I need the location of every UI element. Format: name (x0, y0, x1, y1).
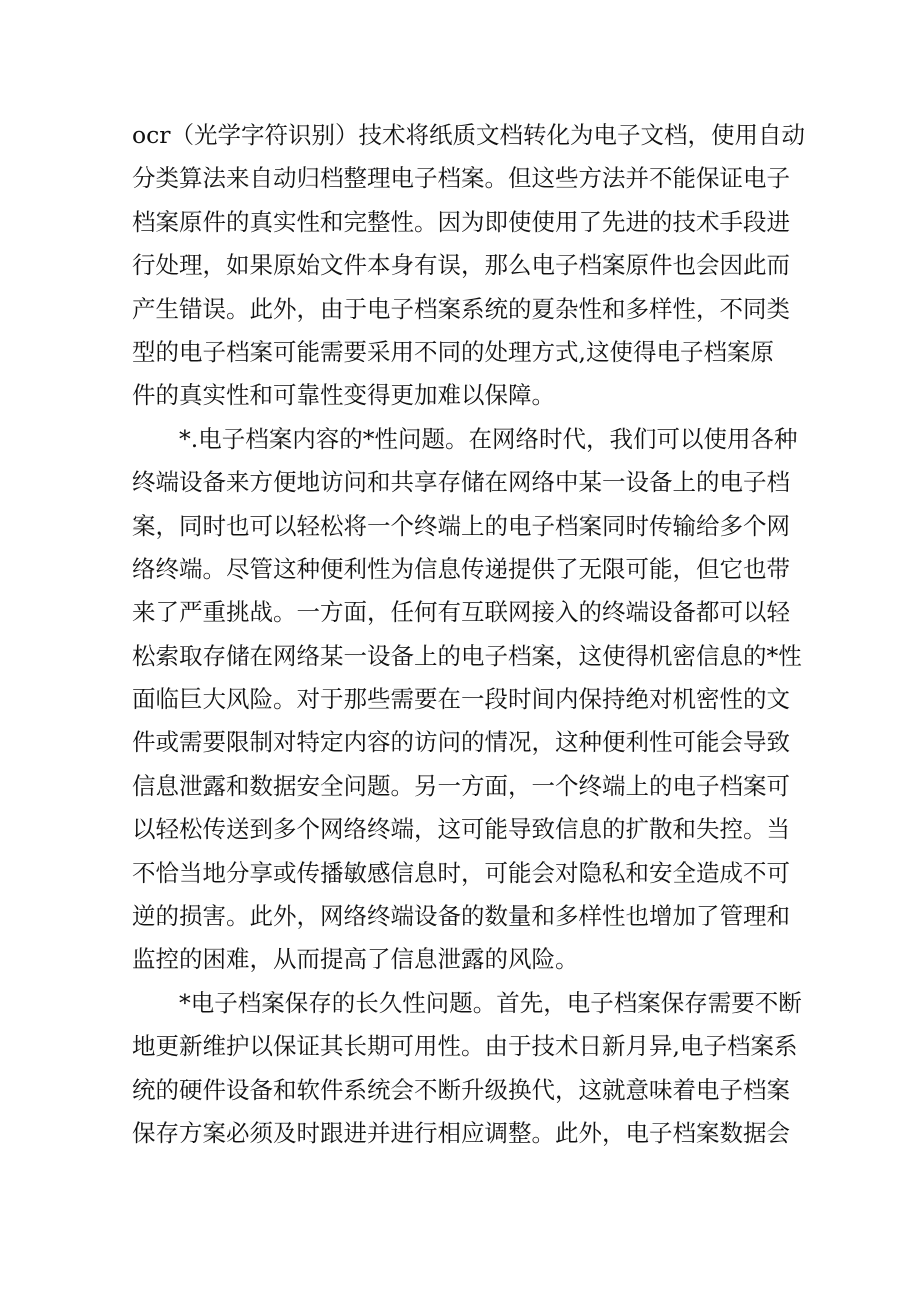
text-line: 逆的损害。此外，网络终端设备的数量和多样性也增加了管理和 (132, 902, 790, 931)
text-line: 地更新维护以保证其长期可用性。由于技术日新月异,电子档案系 (132, 1032, 798, 1061)
text-line: 档案原件的真实性和完整性。因为即使使用了先进的技术手段进 (132, 207, 790, 236)
body-text (132, 114, 806, 1155)
paragraph-start-line: *.电子档案内容的*性问题。在网络时代，我们可以使用各种 (179, 424, 798, 453)
text-line: 案，同时也可以轻松将一个终端上的电子档案同时传输给多个网 (132, 511, 790, 540)
text-line: 分类算法来自动归档整理电子档案。但这些方法并不能保证电子 (132, 164, 790, 193)
text-line: 以轻松传送到多个网络终端，这可能导致信息的扩散和失控。当 (132, 815, 790, 844)
text-line: 统的硬件设备和软件系统会不断升级换代，这就意味着电子档案 (132, 1075, 790, 1104)
text-line: 保存方案必须及时跟进并进行相应调整。此外，电子档案数据会 (132, 1118, 790, 1147)
text-line: 监控的困难，从而提高了信息泄露的风险。 (132, 945, 579, 974)
text-line: 终端设备来方便地访问和共享存储在网络中某一设备上的电子档 (132, 468, 790, 497)
paragraph-start-line: *电子档案保存的长久性问题。首先，电子档案保存需要不断 (179, 988, 802, 1017)
text-line: ocr（光学字符识别）技术将纸质文档转化为电子文档，使用自动 (132, 121, 806, 149)
text-line: 行处理，如果原始文件本身有误，那么电子档案原件也会因此而 (132, 251, 790, 280)
text-line: 不恰当地分享或传播敏感信息时，可能会对隐私和安全造成不可 (132, 858, 790, 887)
text-line: 件的真实性和可靠性变得更加难以保障。 (132, 381, 555, 410)
text-line: 松索取存储在网络某一设备上的电子档案，这使得机密信息的*性 (132, 641, 802, 670)
text-line: 面临巨大风险。对于那些需要在一段时间内保持绝对机密性的文 (132, 685, 790, 714)
text-line: 来了严重挑战。一方面，任何有互联网接入的终端设备都可以轻 (132, 598, 790, 627)
text-line: 型的电子档案可能需要采用不同的处理方式,这使得电子档案原 (132, 337, 774, 366)
text-line: 件或需要限制对特定内容的访问的情况，这种便利性可能会导致 (132, 728, 790, 757)
text-line: 产生错误。此外，由于电子档案系统的夏杂性和多样性，不同类 (132, 294, 790, 323)
text-line: 络终端。尽管这种便利性为信息传递提供了无限可能，但它也带 (132, 554, 790, 583)
text-line: 信息泄露和数据安全问题。另一方面，一个终端上的电子档案可 (132, 771, 790, 800)
